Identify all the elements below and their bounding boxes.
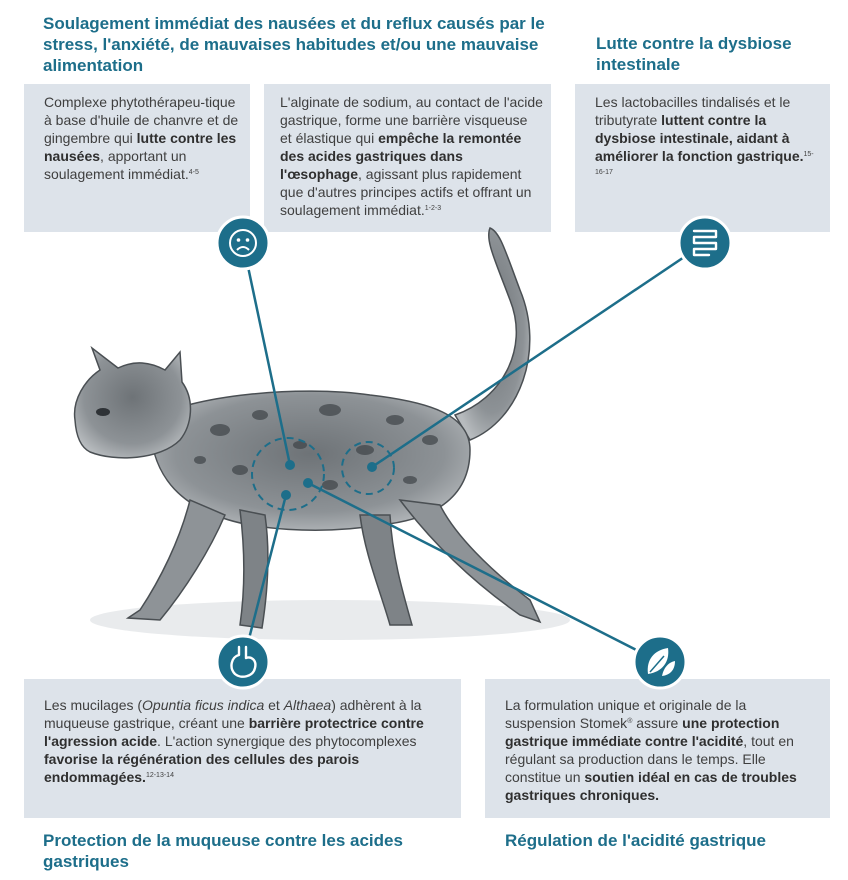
- sad-face-icon: [217, 217, 269, 269]
- cat-illustration: [75, 228, 540, 628]
- plant-complex-box: Complexe phytothérapeu-tique à base d'huile de chanvre et de gingembre qui lutte contre les nausées, apportant un soulagement immédiat.$^{4-5}$: [24, 84, 250, 232]
- formula-box: La formulation unique et originale de la suspension Stomek® assure une protection gastrique immédiate contre l'acidité, tout en régulant sa production dans le temps. Elle constitue un soutien idéal en cas de troubles gastriques chroniques.: [485, 679, 830, 818]
- heading-dysbiosis: Lutte contre la dysbiose intestinale: [596, 34, 792, 74]
- heading-mucosa-protection: Protection de la muqueuse contre les acides gastriques: [43, 831, 403, 871]
- heading-nausea-relief: Soulagement immédiat des nausées et du reflux causés par le stress, l'anxiété, de mauvaises habitudes et/ou une mauvaise alimentation: [43, 14, 545, 75]
- stomach-icon: [217, 636, 269, 688]
- alginate-box: L'alginate de sodium, au contact de l'acide gastrique, forme une barrière visqueuse et élastique qui empêche la remontée des acides gastriques dans l'œsophage, agissant plus rapidement que d'autres principes actifs et offrant un soulagement immédiat.$^{1-2-3}$: [264, 84, 551, 232]
- leaves-icon: [634, 636, 686, 688]
- mucilage-box: Les mucilages (Opuntia ficus indica et Althaea) adhèrent à la muqueuse gastrique, créant une barrière protectrice contre l'agression acide. L'action synergique des phytocomplexes favorise la régénération des cellules des parois endommagées.$^{12-13-14}$: [24, 679, 461, 818]
- lactobacilli-box: Les lactobacilles tindalisés et le tributyrate luttent contre la dysbiose intestinale, aidant à améliorer la fonction gastrique.$^{15-16-17}$: [575, 84, 830, 232]
- heading-acidity-regulation: Régulation de l'acidité gastrique: [505, 831, 766, 850]
- intestine-icon: [679, 217, 731, 269]
